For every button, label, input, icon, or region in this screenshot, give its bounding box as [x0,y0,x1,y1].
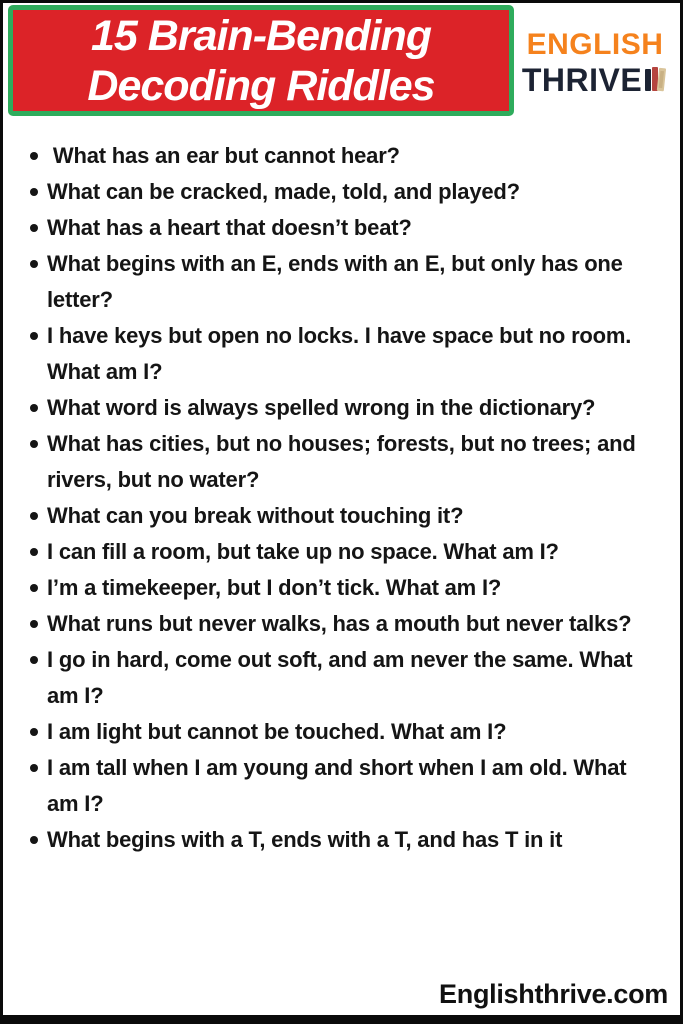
riddle-text: What word is always spelled wrong in the dictionary? [47,395,596,420]
logo-thrive-text: THRIVE [521,62,643,98]
title-banner [8,5,514,116]
bullet-icon [30,404,38,412]
riddle-item [30,822,652,858]
riddle-item [30,390,652,426]
books-icon [644,65,668,98]
brand-logo [514,5,676,117]
logo-english-text: ENGLISH [526,28,664,61]
bullet-icon [30,224,38,232]
bullet-icon [30,152,38,160]
logo-thrive-row [522,62,668,98]
bullet-icon [30,440,38,448]
bullet-icon [30,332,38,340]
riddle-item [30,714,652,750]
riddle-text: What has an ear but cannot hear? [47,143,400,168]
riddle-text: I am light but cannot be touched. What am I? [47,719,507,744]
riddle-item [30,534,652,570]
riddle-text: What has cities, but no houses; forests, but no trees; and rivers, but no water? [47,431,642,492]
bullet-icon [30,260,38,268]
riddle-item [30,642,652,714]
title-line-2: Decoding Riddles [87,61,435,110]
riddle-text: I have keys but open no locks. I have space but no room. What am I? [47,323,638,384]
riddle-text: I can fill a room, but take up no space. What am I? [47,539,559,564]
riddle-text: I am tall when I am young and short when I am old. What am I? [47,755,633,816]
bullet-icon [30,764,38,772]
riddle-item [30,498,652,534]
header [3,3,680,117]
riddle-item [30,606,652,642]
riddle-text: What begins with a T, ends with a T, and has T in it [47,827,563,852]
riddle-item [30,318,652,390]
riddle-item [30,750,652,822]
title-line-1: 15 Brain-Bending [91,11,431,60]
riddle-text: What begins with an E, ends with an E, but only has one letter? [47,251,629,312]
riddle-item [30,426,652,498]
riddle-item [30,138,652,174]
bullet-icon [30,548,38,556]
bullet-icon [30,584,38,592]
bullet-icon [30,836,38,844]
riddle-item [30,174,652,210]
riddle-list [3,117,680,858]
bullet-icon [30,188,38,196]
bullet-icon [30,620,38,628]
riddle-item [30,246,652,318]
bullet-icon [30,728,38,736]
riddle-text: What has a heart that doesn’t beat? [47,215,412,240]
bullet-icon [30,512,38,520]
riddle-text: What can you break without touching it? [47,503,464,528]
riddle-text: I’m a timekeeper, but I don’t tick. What am I? [47,575,502,600]
riddle-item [30,210,652,246]
riddle-text: I go in hard, come out soft, and am never the same. What am I? [47,647,639,708]
riddle-text: What runs but never walks, has a mouth but never talks? [47,611,632,636]
footer-site-text: Englishthrive.com [439,979,668,1009]
riddle-text: What can be cracked, made, told, and played? [47,179,520,204]
bullet-icon [30,656,38,664]
riddle-item [30,570,652,606]
